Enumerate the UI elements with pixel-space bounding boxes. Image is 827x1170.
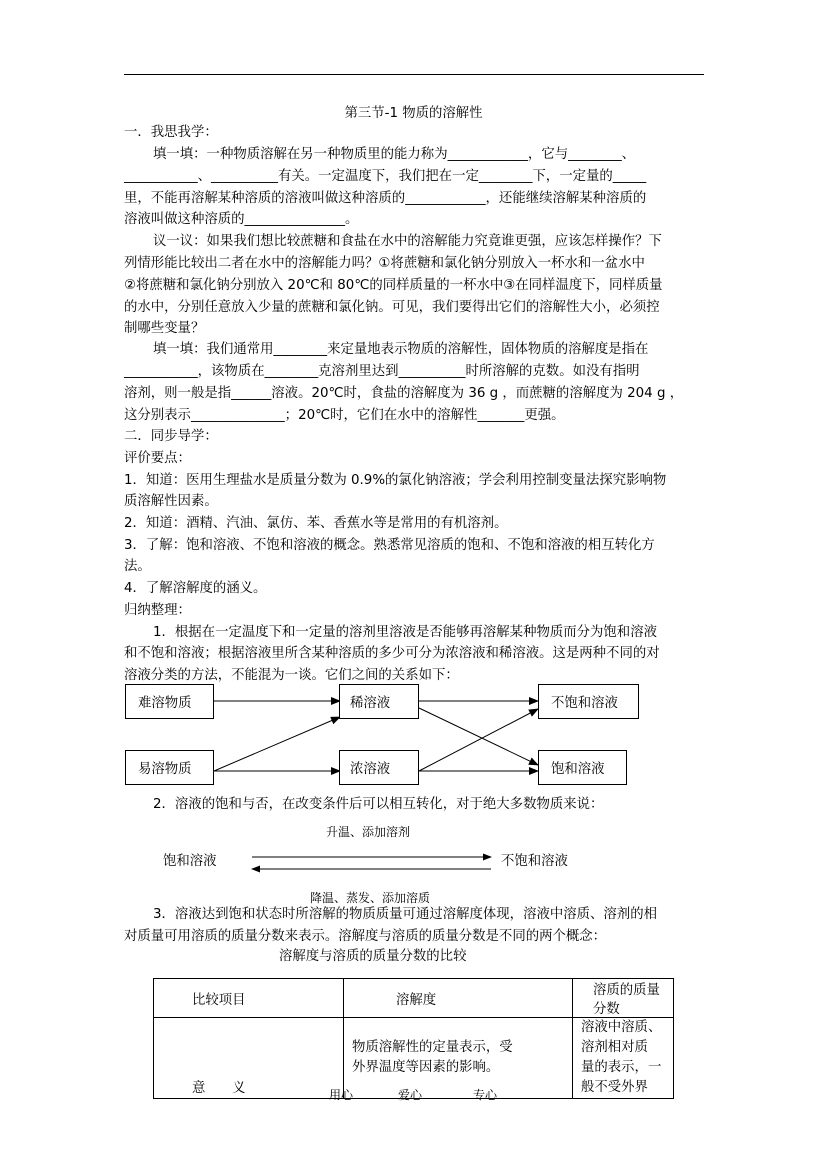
fill-in-line: ___________、__________有关。一定温度下，我们把在一定________下，一定量的_____ <box>124 169 647 184</box>
summary-line: 1．根据在一定温度下和一定量的溶剂里溶液是否能够再溶解某种物质而分为饱和溶液 <box>153 625 657 640</box>
table-cell-line: 外界温度等因素的影响。 <box>352 1060 500 1075</box>
comparison-table <box>153 978 674 1099</box>
table-cell: 意 义 <box>154 1018 344 1099</box>
summary-line: 2．溶液的饱和与否，在改变条件后可以相互转化，对于绝大多数物质来说： <box>153 797 604 812</box>
evaluation-point: 3．了解：饱和溶液、不饱和溶液的概念。熟悉常见溶质的饱和、不饱和溶液的相互转化方 <box>124 538 655 553</box>
fill-in-line: 填一填：一种物质溶解在另一种物质里的能力称为____________，它与________、 <box>153 147 636 162</box>
evaluation-point: 2．知道：酒精、汽油、氯仿、苯、香蕉水等是常用的有机溶剂。 <box>124 516 508 531</box>
fill-in-line: 这分别表示______________；20℃时，它们在水中的溶解性_______更强。 <box>124 408 565 423</box>
footer-text: 爱心 <box>398 1088 423 1102</box>
table-cell-line: 溶液中溶质、溶剂相对质 <box>581 1020 662 1055</box>
box-concentrated-solution: 浓溶液 <box>339 750 419 785</box>
table-header-row <box>154 979 674 1018</box>
footer-text: 用心 <box>329 1088 354 1102</box>
conversion-saturated: 饱和溶液 <box>163 854 217 869</box>
box-insoluble: 难溶物质 <box>125 684 214 719</box>
conversion-condition-bottom: 降温、蒸发、添加溶质 <box>310 891 431 905</box>
table-header-cell: 溶质的质量分数 <box>573 979 674 1018</box>
table-cell-line: 物质溶解性的定量表示，受 <box>352 1040 513 1055</box>
discussion-line: 列情形能比较出二者在水中的溶解能力吗？①将蔗糖和氯化钠分别放入一杯水和一盆水中 <box>124 256 645 271</box>
box-unsaturated-solution: 不饱和溶液 <box>538 684 639 719</box>
section-2-heading: 二．同步导学： <box>124 429 218 444</box>
evaluation-point: 1．知道：医用生理盐水是质量分数为 0.9%的氯化钠溶液；学会利用控制变量法探究影响物 <box>124 473 667 488</box>
summary-line: 溶液分类的方法，不能混为一谈。它们之间的关系如下： <box>124 668 459 683</box>
summary-heading: 归纳整理： <box>124 603 191 618</box>
table-cell <box>344 1018 573 1099</box>
table-cell <box>573 1018 674 1099</box>
table-cell-line: 量的表示，一般不受外界 <box>581 1060 662 1095</box>
discussion-line: 议一议：如果我们想比较蔗糖和食盐在水中的溶解能力究竟谁更强，应该怎样操作？下 <box>153 234 662 249</box>
fill-in-line: 填一填：我们通常用________来定量地表示物质的溶解性，固体物质的溶解度是指在 <box>153 342 649 357</box>
table-title: 溶解度与溶质的质量分数的比较 <box>279 949 467 964</box>
summary-line: 对质量可用溶质的质量分数来表示。溶解度与溶质的质量分数是不同的两个概念： <box>124 929 607 944</box>
evaluation-point: 质溶解性因素。 <box>124 494 218 509</box>
conversion-unsaturated: 不饱和溶液 <box>501 854 568 869</box>
fill-in-line: 溶液叫做这种溶质的_______________。 <box>124 212 359 227</box>
evaluation-point: 法。 <box>124 559 151 574</box>
table-header-cell: 溶解度 <box>344 979 573 1018</box>
box-saturated-solution: 饱和溶液 <box>538 750 627 785</box>
summary-line: 和不饱和溶液；根据溶液里所含某种溶质的多少可分为浓溶液和稀溶液。这是两种不同的对 <box>124 646 660 661</box>
fill-in-line: ___________，该物质在________克溶剂里达到__________时所溶解的克数。如没有指明 <box>124 364 640 379</box>
evaluation-heading: 评价要点： <box>124 451 191 466</box>
box-soluble: 易溶物质 <box>125 750 214 785</box>
discussion-line: 制哪些变量？ <box>124 321 205 336</box>
evaluation-point: 4．了解溶解度的涵义。 <box>124 581 267 596</box>
section-1-heading: 一．我思我学： <box>124 125 218 140</box>
page-title: 第三节-1 物质的溶解性 <box>344 106 483 121</box>
box-dilute-solution: 稀溶液 <box>339 684 419 719</box>
fill-in-line: 里，不能再溶解某种溶质的溶液叫做这种溶质的____________，还能继续溶解某种溶质的 <box>124 191 647 206</box>
summary-line: 3．溶液达到饱和状态时所溶解的物质质量可通过溶解度体现，溶液中溶质、溶剂的相 <box>153 907 657 922</box>
header-rule <box>124 74 704 75</box>
footer-text: 专心 <box>473 1088 498 1102</box>
table-header-cell: 比较项目 <box>154 979 344 1018</box>
discussion-line: 的水中，分别任意放入少量的蔗糖和氯化钠。可见，我们要得出它们的溶解性大小，必须控 <box>124 300 660 315</box>
fill-in-line: 溶剂，则一般是指______溶液。20℃时，食盐的溶解度为 36 g ，而蔗糖的溶解度为 204 g ， <box>124 386 684 401</box>
discussion-line: ②将蔗糖和氯化钠分别放入 20℃和 80℃的同样质量的一杯水中③在同样温度下，同样质量 <box>124 278 663 293</box>
conversion-condition-top: 升温、添加溶剂 <box>326 825 411 839</box>
